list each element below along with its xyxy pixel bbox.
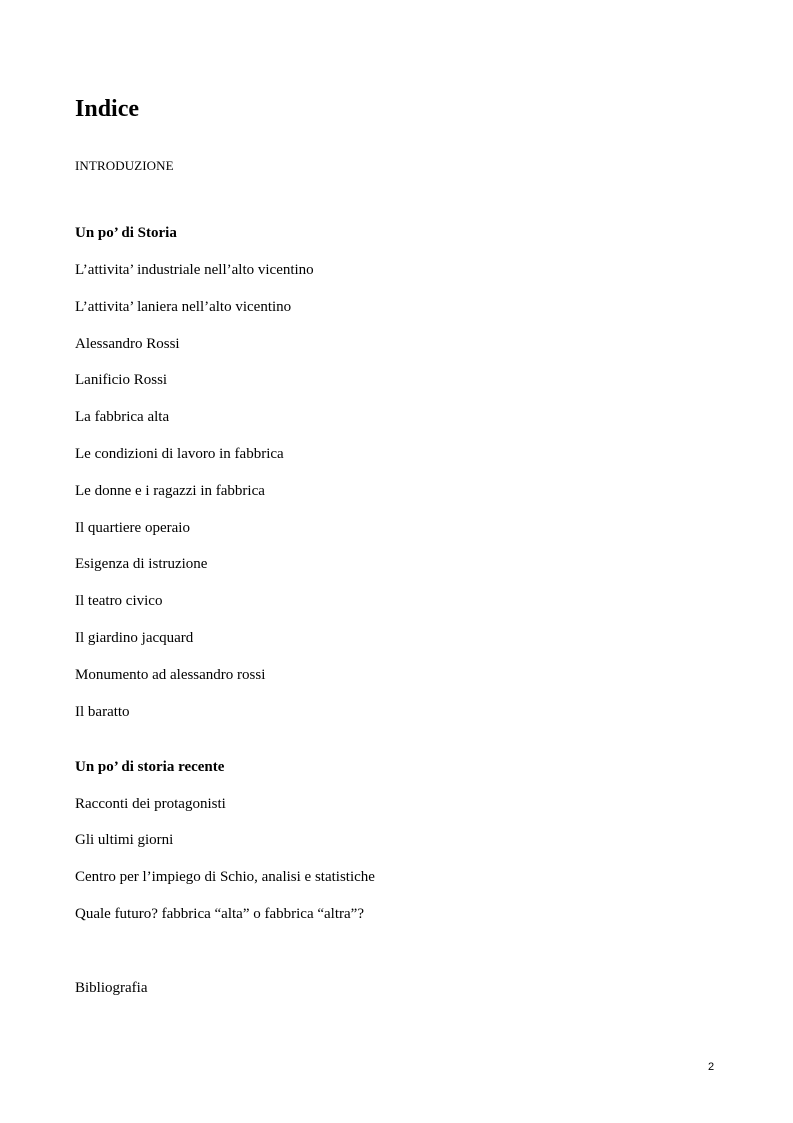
page-title: Indice <box>75 96 140 122</box>
toc-entry: Le condizioni di lavoro in fabbrica <box>75 446 284 462</box>
toc-introduction: INTRODUZIONE <box>75 158 174 173</box>
section-heading-recent: Un po’ di storia recente <box>75 759 225 775</box>
toc-entry-bibliography: Bibliografia <box>75 980 148 996</box>
toc-entry: L’attivita’ laniera nell’alto vicentino <box>75 299 292 315</box>
toc-entry: Racconti dei protagonisti <box>75 796 226 812</box>
toc-entry: Il teatro civico <box>75 593 163 609</box>
toc-entry: Alessandro Rossi <box>75 336 180 352</box>
toc-entry: L’attivita’ industriale nell’alto vicentino <box>75 262 314 278</box>
toc-entry: Monumento ad alessandro rossi <box>75 667 266 683</box>
toc-entry: Gli ultimi giorni <box>75 832 174 848</box>
toc-entry: La fabbrica alta <box>75 409 170 425</box>
toc-entry: Lanificio Rossi <box>75 372 168 388</box>
toc-entry: Esigenza di istruzione <box>75 556 208 572</box>
section-heading-history: Un po’ di Storia <box>75 225 177 241</box>
toc-entry: Centro per l’impiego di Schio, analisi e statistiche <box>75 869 375 885</box>
toc-entry: Quale futuro? fabbrica “alta” o fabbrica “altra”? <box>75 906 364 922</box>
toc-entry: Il giardino jacquard <box>75 630 194 646</box>
toc-entry: Le donne e i ragazzi in fabbrica <box>75 483 265 499</box>
toc-entry: Il baratto <box>75 704 130 720</box>
toc-entry: Il quartiere operaio <box>75 520 190 536</box>
page-number: 2 <box>708 1061 715 1073</box>
